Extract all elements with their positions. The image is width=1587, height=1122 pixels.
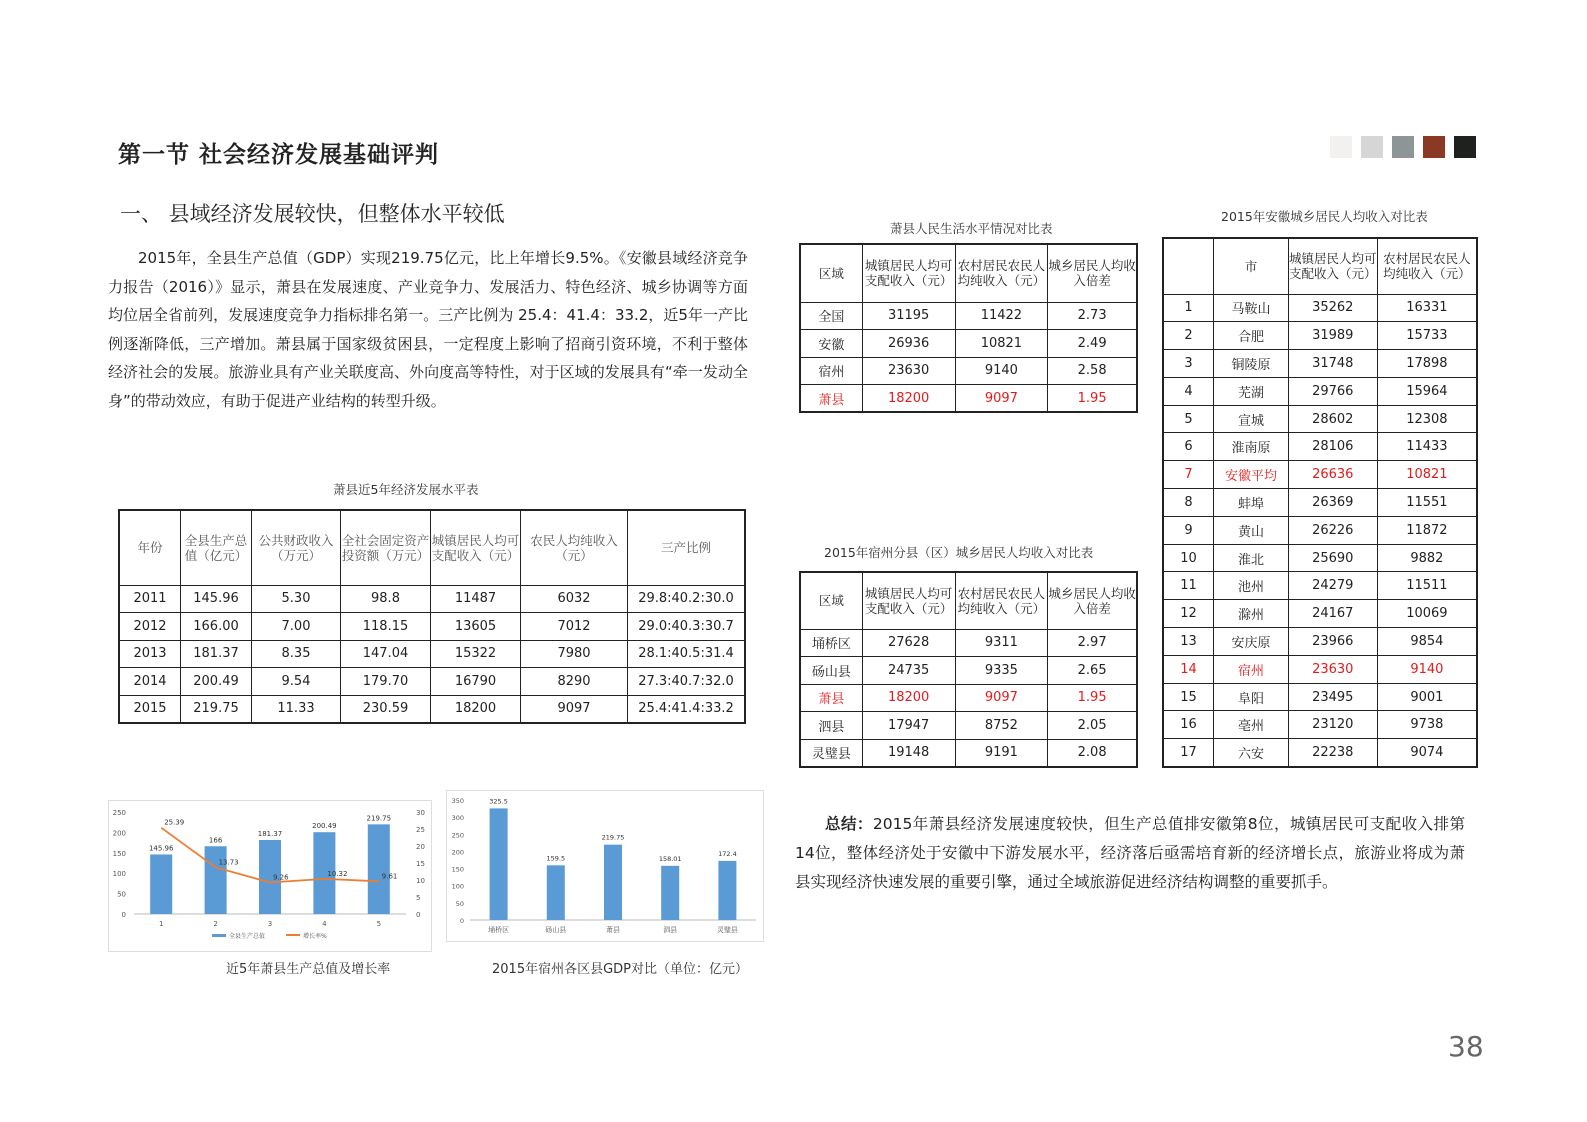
table-cell: 7 xyxy=(1163,461,1214,489)
table-5yr xyxy=(118,509,746,724)
table-cell: 安徽平均 xyxy=(1214,461,1289,489)
x-tick-label: 1 xyxy=(158,920,164,928)
table-cell: 黄山 xyxy=(1214,516,1289,544)
table-cell: 98.8 xyxy=(341,585,431,613)
chart2-caption: 2015年宿州各区县GDP对比（单位：亿元） xyxy=(492,962,749,977)
table-cell: 18200 xyxy=(862,684,955,712)
table-header: 农村居民农民人均纯收入（元） xyxy=(955,572,1048,629)
table-cell: 灵璧县 xyxy=(800,739,862,767)
table-row xyxy=(1163,322,1477,350)
table-cell: 12 xyxy=(1163,600,1214,628)
table-header: 年份 xyxy=(119,510,181,585)
table-cell: 2.65 xyxy=(1048,657,1137,685)
table-cell: 17947 xyxy=(862,712,955,740)
swatch-2 xyxy=(1361,136,1383,158)
bar-label: 166 xyxy=(208,836,223,845)
x-tick-label: 2 xyxy=(213,920,218,928)
table-cell: 8752 xyxy=(955,712,1048,740)
table-cell: 5.30 xyxy=(252,585,341,613)
table-row xyxy=(1163,461,1477,489)
y-tick-label: 350 xyxy=(451,797,464,805)
table-cell: 18200 xyxy=(431,695,521,723)
table-header: 城镇居民人均可支配收入（元） xyxy=(862,244,955,302)
bar-label: 219.75 xyxy=(366,814,392,823)
table-cell: 9854 xyxy=(1377,628,1477,656)
table-cell: 8.35 xyxy=(252,640,341,668)
swatch-4 xyxy=(1423,136,1445,158)
table-cell: 24279 xyxy=(1288,572,1377,600)
table-cell: 15733 xyxy=(1377,322,1477,350)
suzhou-gdp-chart xyxy=(446,790,764,942)
bar-label: 145.96 xyxy=(148,844,174,853)
table-cell: 26369 xyxy=(1288,489,1377,517)
table-header: 公共财政收入（万元） xyxy=(252,510,341,585)
table-cell: 萧县 xyxy=(800,684,862,712)
table-cell: 2.58 xyxy=(1048,357,1137,385)
table-row xyxy=(119,585,745,613)
y-tick-label: 150 xyxy=(112,849,126,858)
table-cell: 安庆原 xyxy=(1214,628,1289,656)
table-cell: 25.4:41.4:33.2 xyxy=(628,695,746,723)
table-cell: 31989 xyxy=(1288,322,1377,350)
table-cell: 27628 xyxy=(862,629,955,657)
bar-label: 219.75 xyxy=(601,833,625,842)
table-row xyxy=(1163,294,1477,322)
table-cell: 31195 xyxy=(862,302,955,330)
table-cell: 26636 xyxy=(1288,461,1377,489)
table-cell: 9001 xyxy=(1377,683,1477,711)
table-cell: 9335 xyxy=(955,657,1048,685)
bar-label: 172.4 xyxy=(718,849,737,858)
table-header: 区域 xyxy=(800,244,862,302)
line-label: 9.61 xyxy=(381,872,398,881)
table-row xyxy=(1163,628,1477,656)
x-tick-label: 埇桥区 xyxy=(488,926,510,934)
table-row xyxy=(800,684,1137,712)
swatch-5 xyxy=(1454,136,1476,158)
table-row xyxy=(800,385,1137,413)
table-cell: 宿州 xyxy=(800,357,862,385)
table-anhui xyxy=(1162,237,1478,768)
table-cell: 9882 xyxy=(1377,544,1477,572)
table-cell: 亳州 xyxy=(1214,711,1289,739)
table-cell: 29.0:40.3:30.7 xyxy=(628,613,746,641)
table-suzhou xyxy=(799,571,1138,768)
y-tick-label: 250 xyxy=(112,809,126,817)
table-header: 全县生产总值（亿元） xyxy=(181,510,252,585)
table-cell: 35262 xyxy=(1288,294,1377,322)
page-number: 38 xyxy=(1448,1030,1484,1063)
table-cell: 26226 xyxy=(1288,516,1377,544)
table-cell: 1.95 xyxy=(1048,385,1137,413)
y-tick-label: 300 xyxy=(451,814,464,823)
table-row xyxy=(800,357,1137,385)
color-swatches xyxy=(1330,136,1476,158)
table-cell: 2014 xyxy=(119,668,181,696)
table-cell: 28602 xyxy=(1288,405,1377,433)
y2-tick-label: 30 xyxy=(416,809,425,817)
table-cell: 25690 xyxy=(1288,544,1377,572)
table-cell: 埇桥区 xyxy=(800,629,862,657)
table-row xyxy=(1163,739,1477,767)
table-header: 三产比例 xyxy=(628,510,746,585)
table-cell: 8290 xyxy=(521,668,628,696)
y-tick-label: 50 xyxy=(117,890,126,899)
table-cell: 23630 xyxy=(862,357,955,385)
line-label: 9.26 xyxy=(273,873,289,882)
table-cell: 9074 xyxy=(1377,739,1477,767)
table-cell: 合肥 xyxy=(1214,322,1289,350)
table-cell: 166.00 xyxy=(181,613,252,641)
bar-label: 159.5 xyxy=(546,854,566,863)
table-cell: 6032 xyxy=(521,585,628,613)
gdp-growth-chart xyxy=(108,800,432,952)
table-cell: 145.96 xyxy=(181,585,252,613)
table-row xyxy=(119,695,745,723)
table-cell: 179.70 xyxy=(341,668,431,696)
table-cell: 10821 xyxy=(1377,461,1477,489)
table-cell: 7012 xyxy=(521,613,628,641)
table-row xyxy=(1163,655,1477,683)
table-cell: 23966 xyxy=(1288,628,1377,656)
table-cell: 14 xyxy=(1163,655,1214,683)
y2-tick-label: 15 xyxy=(416,860,425,868)
table-cell: 安徽 xyxy=(800,330,862,358)
table-cell: 147.04 xyxy=(341,640,431,668)
table-header: 全社会固定资产投资额（万元） xyxy=(341,510,431,585)
table-cell: 5 xyxy=(1163,405,1214,433)
table-cell: 蚌埠 xyxy=(1214,489,1289,517)
table-cell: 芜湖 xyxy=(1214,377,1289,405)
table-row xyxy=(1163,600,1477,628)
table-cell: 11422 xyxy=(955,302,1048,330)
table-cell: 9097 xyxy=(955,385,1048,413)
section-title: 第一节 社会经济发展基础评判 xyxy=(118,142,440,168)
bar xyxy=(718,861,736,920)
table-living xyxy=(799,243,1138,413)
table-cell: 马鞍山 xyxy=(1214,294,1289,322)
table-row xyxy=(119,640,745,668)
table-cell: 9738 xyxy=(1377,711,1477,739)
table-cell: 池州 xyxy=(1214,572,1289,600)
table-cell: 200.49 xyxy=(181,668,252,696)
table-row xyxy=(1163,489,1477,517)
table-cell: 砀山县 xyxy=(800,657,862,685)
table-cell: 3 xyxy=(1163,350,1214,378)
table-cell: 19148 xyxy=(862,739,955,767)
table-cell: 2012 xyxy=(119,613,181,641)
table-cell: 7980 xyxy=(521,640,628,668)
table-header: 区域 xyxy=(800,572,862,629)
table-row xyxy=(1163,405,1477,433)
table-cell: 9140 xyxy=(1377,655,1477,683)
table-cell: 4 xyxy=(1163,377,1214,405)
table-cell: 16790 xyxy=(431,668,521,696)
table-cell: 滁州 xyxy=(1214,600,1289,628)
table-row xyxy=(800,712,1137,740)
table-cell: 16331 xyxy=(1377,294,1477,322)
table-cell: 10 xyxy=(1163,544,1214,572)
y-tick-label: 150 xyxy=(451,865,464,874)
bar xyxy=(661,866,679,920)
table-header: 城镇居民人均可支配收入（元） xyxy=(1288,238,1377,294)
table-header: 城乡居民人均收入倍差 xyxy=(1048,572,1137,629)
table-cell: 11511 xyxy=(1377,572,1477,600)
table-header: 农民人均纯收入（元） xyxy=(521,510,628,585)
table-cell: 2015 xyxy=(119,695,181,723)
table-cell: 2011 xyxy=(119,585,181,613)
table-cell: 31748 xyxy=(1288,350,1377,378)
x-tick-label: 3 xyxy=(267,920,273,928)
table-cell: 1.95 xyxy=(1048,684,1137,712)
table-header: 城镇居民人均可支配收入（元） xyxy=(862,572,955,629)
y2-tick-label: 10 xyxy=(416,877,425,885)
table-cell: 181.37 xyxy=(181,640,252,668)
table-cell: 2 xyxy=(1163,322,1214,350)
table-header: 城乡居民人均收入倍差 xyxy=(1048,244,1137,302)
table-cell: 16 xyxy=(1163,711,1214,739)
summary-paragraph xyxy=(795,810,1465,897)
table-cell: 7.00 xyxy=(252,613,341,641)
summary-text: 2015年萧县经济发展速度较快，但生产总值排安徽第8位，城镇居民可支配收入排第14位，整体经济处于安徽中下游发展水平，经济落后亟需培育新的经济增长点，旅游业将成为萧县实现经济快速发展的重要引擎，通过全域旅游促进经济结构调整的重要抓手。 xyxy=(795,815,1465,891)
table-row xyxy=(1163,433,1477,461)
table-cell: 28.1:40.5:31.4 xyxy=(628,640,746,668)
table-header xyxy=(1163,238,1214,294)
y2-tick-label: 20 xyxy=(416,843,425,851)
table-row xyxy=(800,302,1137,330)
bar xyxy=(150,854,172,914)
table-cell: 萧县 xyxy=(800,385,862,413)
x-tick-label: 4 xyxy=(322,920,327,928)
legend-swatch xyxy=(212,934,226,937)
table-anhui-caption: 2015年安徽城乡居民人均收入对比表 xyxy=(1221,209,1428,224)
table-cell: 18200 xyxy=(862,385,955,413)
table-cell: 2.05 xyxy=(1048,712,1137,740)
table-cell: 230.59 xyxy=(341,695,431,723)
table-cell: 11.33 xyxy=(252,695,341,723)
table-cell: 26936 xyxy=(862,330,955,358)
table-cell: 9311 xyxy=(955,629,1048,657)
table-cell: 28106 xyxy=(1288,433,1377,461)
table-row xyxy=(1163,516,1477,544)
y2-tick-label: 5 xyxy=(416,894,421,902)
y2-tick-label: 0 xyxy=(416,911,421,919)
y-tick-label: 0 xyxy=(459,917,464,925)
table-cell: 219.75 xyxy=(181,695,252,723)
table-header: 农村居民农民人均纯收入（元） xyxy=(955,244,1048,302)
bar xyxy=(604,845,622,920)
table-row xyxy=(1163,377,1477,405)
table-suzhou-caption: 2015年宿州分县（区）城乡居民人均收入对比表 xyxy=(824,545,1094,560)
table-cell: 泗县 xyxy=(800,712,862,740)
y-tick-label: 50 xyxy=(455,899,464,908)
table-cell: 27.3:40.7:32.0 xyxy=(628,668,746,696)
table-cell: 六安 xyxy=(1214,739,1289,767)
bar-label: 158.01 xyxy=(658,854,682,863)
table-living-caption: 萧县人民生活水平情况对比表 xyxy=(890,221,1053,236)
y-tick-label: 200 xyxy=(112,829,126,838)
x-tick-label: 萧县 xyxy=(606,926,620,934)
table-cell: 15964 xyxy=(1377,377,1477,405)
table-cell: 2.73 xyxy=(1048,302,1137,330)
table-cell: 9097 xyxy=(955,684,1048,712)
table-row xyxy=(800,629,1137,657)
table-cell: 10821 xyxy=(955,330,1048,358)
y2-tick-label: 25 xyxy=(416,826,425,834)
table-cell: 11872 xyxy=(1377,516,1477,544)
table-cell: 29.8:40.2:30.0 xyxy=(628,585,746,613)
x-tick-label: 灵璧县 xyxy=(716,926,738,934)
table-cell: 22238 xyxy=(1288,739,1377,767)
intro-paragraph: 2015年，全县生产总值（GDP）实现219.75亿元，比上年增长9.5%。《安徽县域经济竞争力报告（2016）》显示，萧县在发展速度、产业竞争力、发展活力、特色经济、城乡协调等方面均位居全省前列，发展速度竞争力指标排名第一。三产比例为 25.4：41.4：33.2，近5年一产比例逐渐降低，三产增加。萧县属于国家级贫困县，一定程度上影响了招商引资环境，不利于整体经济社会的发展。旅游业具有产业关联度高、外向度高等特性，对于区域的发展具有“牵一发动全身”的带动效应，有助于促进产业结构的转型升级。 xyxy=(108,249,748,410)
table-cell: 23120 xyxy=(1288,711,1377,739)
table-cell: 17 xyxy=(1163,739,1214,767)
bar-label: 181.37 xyxy=(257,830,283,839)
legend-swatch xyxy=(286,934,300,936)
table-row xyxy=(119,613,745,641)
x-tick-label: 泗县 xyxy=(663,926,678,934)
y-tick-label: 100 xyxy=(112,870,126,879)
bar-label: 200.49 xyxy=(312,822,337,831)
table-row xyxy=(1163,350,1477,378)
table-cell: 9.54 xyxy=(252,668,341,696)
line-label: 10.32 xyxy=(327,869,348,878)
table-cell: 9140 xyxy=(955,357,1048,385)
table-cell: 17898 xyxy=(1377,350,1477,378)
table-cell: 15 xyxy=(1163,683,1214,711)
table-cell: 淮南原 xyxy=(1214,433,1289,461)
bar-label: 325.5 xyxy=(489,797,508,806)
y-tick-label: 0 xyxy=(121,911,126,919)
line-label: 25.39 xyxy=(164,818,185,827)
table-row xyxy=(1163,544,1477,572)
table-cell: 13 xyxy=(1163,628,1214,656)
table-cell: 淮北 xyxy=(1214,544,1289,572)
table-cell: 15322 xyxy=(431,640,521,668)
table-cell: 阜阳 xyxy=(1214,683,1289,711)
table-cell: 11433 xyxy=(1377,433,1477,461)
table-cell: 8 xyxy=(1163,489,1214,517)
table-cell: 24735 xyxy=(862,657,955,685)
legend-label: 全县生产总值 xyxy=(229,933,266,940)
table-header: 农村居民农民人均纯收入（元） xyxy=(1377,238,1477,294)
table-row xyxy=(119,668,745,696)
subsection-title: 一、 县域经济发展较快，但整体水平较低 xyxy=(120,202,505,226)
swatch-1 xyxy=(1330,136,1352,158)
y-tick-label: 250 xyxy=(451,831,464,840)
table-cell: 9 xyxy=(1163,516,1214,544)
table-cell: 118.15 xyxy=(341,613,431,641)
table-cell: 11487 xyxy=(431,585,521,613)
chart1-caption: 近5年萧县生产总值及增长率 xyxy=(226,962,391,977)
table-cell: 2.97 xyxy=(1048,629,1137,657)
table-cell: 23630 xyxy=(1288,655,1377,683)
table-row xyxy=(1163,683,1477,711)
table-cell: 2.49 xyxy=(1048,330,1137,358)
table-cell: 9097 xyxy=(521,695,628,723)
y-tick-label: 200 xyxy=(451,848,464,857)
table-header: 城镇居民人均可支配收入（元） xyxy=(431,510,521,585)
table-row xyxy=(800,657,1137,685)
table-cell: 全国 xyxy=(800,302,862,330)
line-label: 13.73 xyxy=(218,858,239,867)
bar xyxy=(368,824,390,914)
table-cell: 29766 xyxy=(1288,377,1377,405)
bar xyxy=(490,808,508,920)
table-cell: 13605 xyxy=(431,613,521,641)
table-cell: 9191 xyxy=(955,739,1048,767)
table-header: 市 xyxy=(1214,238,1289,294)
y-tick-label: 100 xyxy=(451,882,464,891)
summary-label: 总结： xyxy=(825,815,873,833)
table-cell: 2.08 xyxy=(1048,739,1137,767)
bar xyxy=(205,846,227,914)
legend-label: 增长率% xyxy=(303,933,327,940)
table-cell: 24167 xyxy=(1288,600,1377,628)
table-row xyxy=(800,739,1137,767)
table-cell: 宿州 xyxy=(1214,655,1289,683)
table-cell: 2013 xyxy=(119,640,181,668)
table-cell: 铜陵原 xyxy=(1214,350,1289,378)
table-cell: 1 xyxy=(1163,294,1214,322)
x-tick-label: 5 xyxy=(376,920,382,928)
table-row xyxy=(1163,572,1477,600)
x-tick-label: 砀山县 xyxy=(545,926,567,934)
bar xyxy=(547,865,565,920)
table-cell: 11 xyxy=(1163,572,1214,600)
table-cell: 宣城 xyxy=(1214,405,1289,433)
table-cell: 10069 xyxy=(1377,600,1477,628)
table-row xyxy=(1163,711,1477,739)
table-5yr-caption: 萧县近5年经济发展水平表 xyxy=(333,482,479,497)
table-cell: 23495 xyxy=(1288,683,1377,711)
swatch-3 xyxy=(1392,136,1414,158)
table-cell: 6 xyxy=(1163,433,1214,461)
table-row xyxy=(800,330,1137,358)
table-cell: 12308 xyxy=(1377,405,1477,433)
table-cell: 11551 xyxy=(1377,489,1477,517)
